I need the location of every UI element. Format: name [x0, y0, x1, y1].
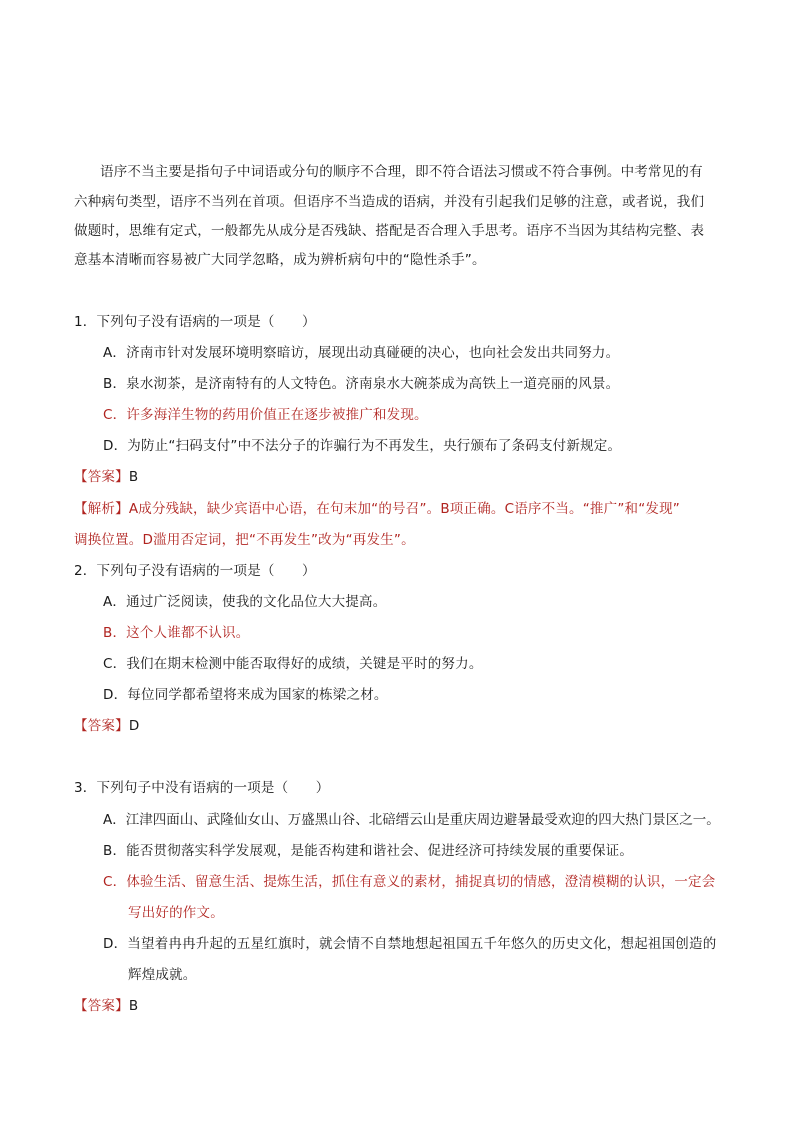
- intro-line-1: 语序不当主要是指句子中词语或分句的顺序不合理，即不符合语法习惯或不符合事例。中考常见的有: [100, 164, 703, 180]
- q2-option-c: C．我们在期末检测中能否取得好的成绩，关键是平时的努力。: [103, 656, 483, 672]
- answer-label: 【答案】: [74, 469, 129, 485]
- intro-line-2: 六种病句类型，语序不当列在首项。但语序不当造成的语病，并没有引起我们足够的注意，或者说，我们: [74, 194, 705, 210]
- intro-line-3: 做题时，思维有定式，一般都先从成分是否残缺、搭配是否合理入手思考。语序不当因为其结构完整、表: [74, 223, 705, 239]
- answer-label: 【答案】: [74, 718, 129, 734]
- q3-option-d-line-2: 辉煌成就。: [128, 967, 197, 983]
- analysis-label: 【解析】: [74, 501, 129, 517]
- analysis-text: A成分残缺，缺少宾语中心语，在句末加“的号召”。B项正确。C语序不当。“推广”和“发现”: [128, 501, 680, 517]
- intro-line-4: 意基本清晰而容易被广大同学忽略，成为辨析病句中的“隐性杀手”。: [74, 252, 486, 268]
- q2-option-d: D．每位同学都希望将来成为国家的栋梁之材。: [103, 687, 388, 703]
- q2-stem: 2．下列句子没有语病的一项是（ ）: [74, 563, 316, 579]
- q1-analysis-line-2: 调换位置。D滥用否定词，把“不再发生”改为“再发生”。: [74, 532, 415, 548]
- q3-option-c-line-1: C．体验生活、留意生活、提炼生活，抓住有意义的素材，捕捉真切的情感，澄清模糊的认识，一定会: [103, 874, 716, 890]
- q1-option-b: B．泉水沏茶，是济南特有的人文特色。济南泉水大碗茶成为高铁上一道亮丽的风景。: [103, 376, 620, 392]
- q3-option-d-line-1: D．当望着冉冉升起的五星红旗时，就会情不自禁地想起祖国五千年悠久的历史文化，想起祖国创造的: [103, 936, 717, 952]
- q2-option-a: A．通过广泛阅读，使我的文化品位大大提高。: [103, 594, 387, 610]
- q1-option-c: C．许多海洋生物的药用价值正在逐步被推广和发现。: [103, 407, 428, 423]
- q3-option-c-line-2: 写出好的作文。: [128, 905, 224, 921]
- answer-label: 【答案】: [74, 998, 129, 1014]
- answer-value: B: [128, 998, 139, 1014]
- answer-value: D: [128, 718, 140, 734]
- q1-stem: 1．下列句子没有语病的一项是（ ）: [74, 314, 316, 330]
- q1-analysis-line-1: [74, 499, 680, 519]
- q3-stem: 3．下列句子中没有语病的一项是（ ）: [74, 780, 330, 796]
- q1-option-a: A．济南市针对发展环境明察暗访，展现出动真碰硬的决心，也向社会发出共同努力。: [103, 345, 620, 361]
- q2-option-b: B．这个人谁都不认识。: [103, 625, 250, 641]
- q2-answer: [74, 716, 139, 736]
- answer-value: B: [128, 469, 139, 485]
- q1-option-d: D．为防止“扫码支付”中不法分子的诈骗行为不再发生，央行颁布了条码支付新规定。: [103, 438, 622, 454]
- q1-answer: [74, 467, 138, 487]
- q3-option-b: B．能否贯彻落实科学发展观，是能否构建和谐社会、促进经济可持续发展的重要保证。: [103, 843, 634, 859]
- q3-option-a: A．江津四面山、武隆仙女山、万盛黑山谷、北碚缙云山是重庆周边避暑最受欢迎的四大热门景区之一。: [103, 812, 720, 828]
- q3-answer: [74, 996, 138, 1016]
